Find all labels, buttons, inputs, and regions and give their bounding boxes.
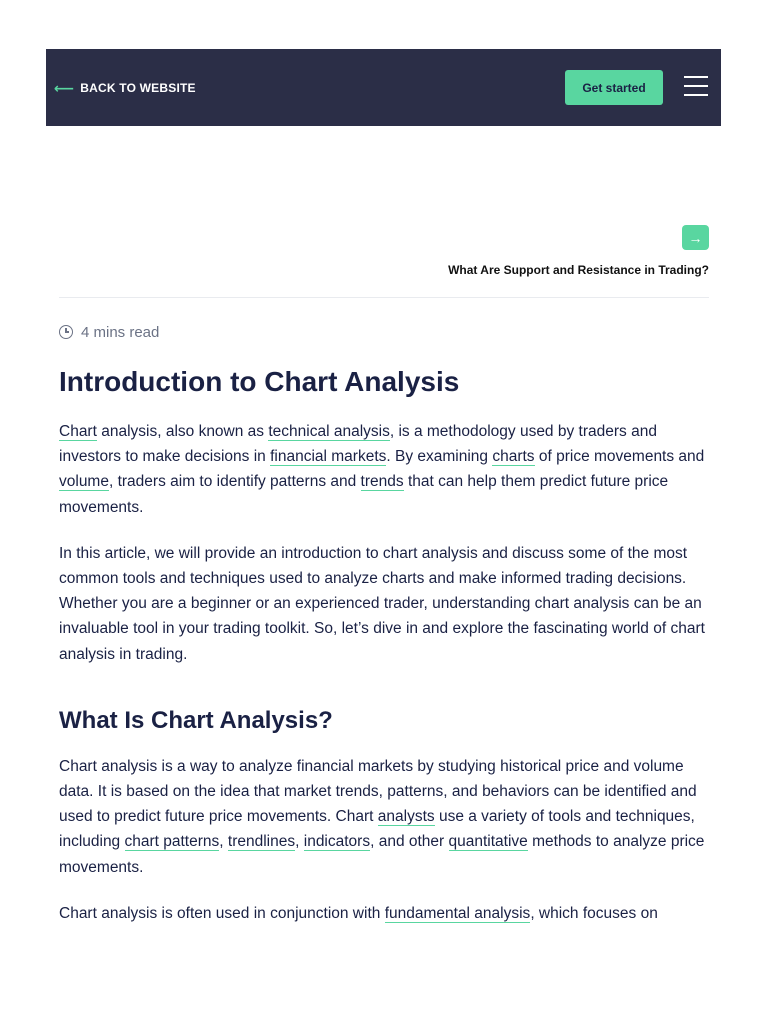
read-time-label: 4 mins read: [81, 323, 160, 341]
section-heading: What Is Chart Analysis?: [59, 706, 333, 734]
next-article-nav: [448, 225, 709, 277]
arrow-right-icon[interactable]: →: [682, 225, 709, 250]
article-content: [59, 320, 711, 926]
link-indicators[interactable]: indicators: [303, 833, 371, 851]
menu-bar: [684, 94, 708, 96]
paragraph-text: , and other: [370, 833, 449, 851]
menu-bar: [684, 76, 708, 78]
article-overview-paragraph: In this article, we will provide an introduction to chart analysis and discuss some of the most common tools and techniques used to analyze charts and make informed trading decisions. Whether you are a beginner or an experienced trader, understanding chart analysis can be an invaluable tool in your trading toolkit. So, let’s dive in and explore the fascinating world of chart analysis in trading.: [59, 544, 705, 663]
paragraph-text: , which focuses on: [530, 904, 658, 922]
next-article-link[interactable]: What Are Support and Resistance in Trading?: [448, 263, 709, 277]
fundamental-paragraph: [59, 901, 711, 926]
get-started-button[interactable]: Get started: [565, 70, 663, 105]
read-time: [59, 320, 711, 344]
link-fundamental-analysis[interactable]: fundamental analysis: [384, 904, 531, 922]
link-technical-analysis[interactable]: technical analysis: [268, 423, 390, 440]
article-title: Introduction to Chart Analysis: [59, 366, 460, 397]
paragraph-text: that can help them predict future price movements.: [59, 473, 669, 516]
link-charts[interactable]: charts: [492, 448, 535, 466]
paragraph-text: . By examining: [386, 448, 493, 466]
menu-bar: [684, 85, 708, 87]
definition-paragraph: [59, 754, 711, 880]
link-quantitative[interactable]: quantitative: [448, 833, 528, 851]
paragraph-text: ,: [295, 833, 304, 851]
paragraph-text: , is a methodology used by traders and investors to make decisions in: [59, 423, 657, 466]
top-navigation-bar: [46, 49, 721, 126]
link-volume[interactable]: volume: [59, 473, 109, 491]
link-trendlines[interactable]: trendlines: [227, 833, 296, 851]
paragraph-text: use a variety of tools and techniques, including: [59, 808, 695, 851]
hamburger-menu-icon[interactable]: [684, 76, 708, 98]
paragraph-text: methods to analyze price movements.: [59, 833, 705, 876]
intro-paragraph: [59, 419, 711, 520]
link-chart-patterns[interactable]: chart patterns: [124, 833, 220, 851]
paragraph-text: Chart analysis is often used in conjunction with: [59, 904, 385, 922]
clock-icon: [59, 325, 73, 339]
paragraph-text: Chart analysis is a way to analyze financial markets by studying historical price and volume data. It is based on the idea that market trends, patterns, and behaviors can be identified and used to predict future price movements. Chart: [59, 757, 697, 826]
link-trends[interactable]: trends: [360, 473, 404, 491]
link-chart[interactable]: Chart: [59, 423, 97, 440]
paragraph-text: , traders aim to identify patterns and: [108, 473, 361, 491]
paragraph-text: analysis, also known as: [96, 423, 269, 440]
back-to-website-link[interactable]: [54, 49, 196, 126]
divider: [59, 297, 709, 298]
link-analysts[interactable]: analysts: [377, 808, 435, 826]
link-financial-markets[interactable]: financial markets: [270, 448, 387, 466]
back-to-website-label: BACK TO WEBSITE: [80, 80, 196, 95]
arrow-left-icon: ⟵: [54, 79, 75, 96]
paragraph-text: ,: [219, 833, 228, 851]
paragraph-text: of price movements and: [534, 448, 705, 466]
